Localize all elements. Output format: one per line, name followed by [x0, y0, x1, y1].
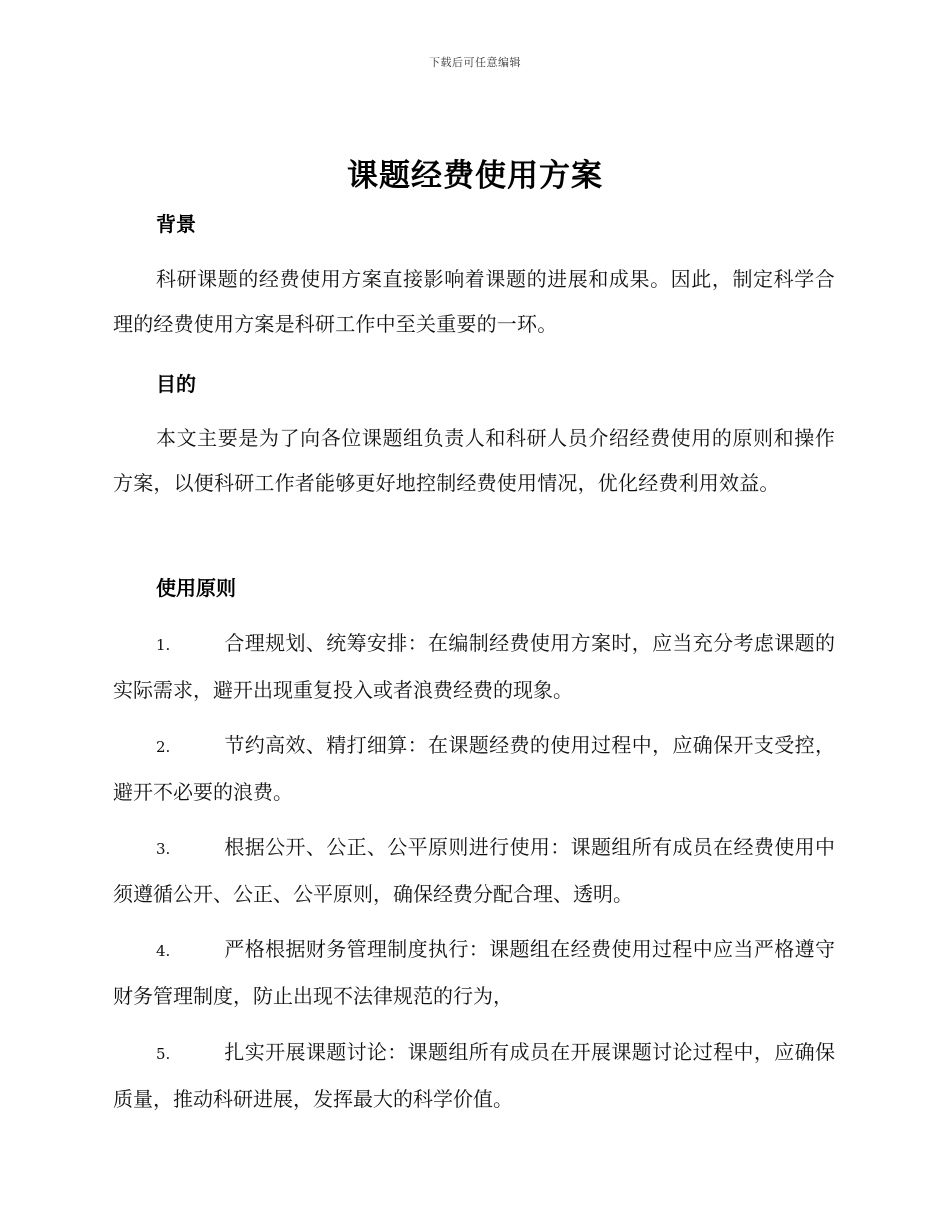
paragraph-background: 科研课题的经费使用方案直接影响着课题的进展和成果。因此，制定科学合理的经费使用方案是科研工作中至关重要的一环。	[113, 267, 835, 336]
section-heading-purpose: 目的	[156, 372, 196, 396]
document-title: 课题经费使用方案	[347, 158, 603, 194]
list-item-number: 3.	[156, 840, 171, 858]
list-item-text: 根据公开、公正、公平原则进行使用：课题组所有成员在经费使用中须遵循公开、公正、公平原则，确保经费分配合理、透明。	[113, 835, 835, 906]
list-item-number: 1.	[156, 636, 171, 654]
paragraph-purpose: 本文主要是为了向各位课题组负责人和科研人员介绍经费使用的原则和操作方案，以便科研工作者能够更好地控制经费使用情况，优化经费利用效益。	[113, 426, 835, 495]
header-note: 下载后可任意编辑	[429, 56, 521, 69]
list-item-number: 5.	[156, 1045, 171, 1063]
list-item-number: 4.	[156, 942, 171, 960]
list-item-text: 严格根据财务管理制度执行：课题组在经费使用过程中应当严格遵守财务管理制度，防止出现不法律规范的行为，	[113, 937, 835, 1008]
list-item-text: 合理规划、统筹安排：在编制经费使用方案时，应当充分考虑课题的实际需求，避开出现重复投入或者浪费经费的现象。	[113, 631, 835, 702]
section-heading-principles: 使用原则	[156, 576, 236, 600]
list-item	[113, 825, 835, 917]
list-item	[113, 1030, 835, 1122]
list-item	[113, 723, 835, 815]
list-item-number: 2.	[156, 738, 171, 756]
list-item	[113, 621, 835, 713]
list-item-text: 节约高效、精打细算：在课题经费的使用过程中，应确保开支受控，避开不必要的浪费。	[113, 733, 835, 804]
section-heading-background: 背景	[156, 212, 196, 236]
list-item-text: 扎实开展课题讨论：课题组所有成员在开展课题讨论过程中，应确保质量，推动科研进展，发挥最大的科学价值。	[113, 1040, 835, 1111]
list-item	[113, 927, 835, 1019]
